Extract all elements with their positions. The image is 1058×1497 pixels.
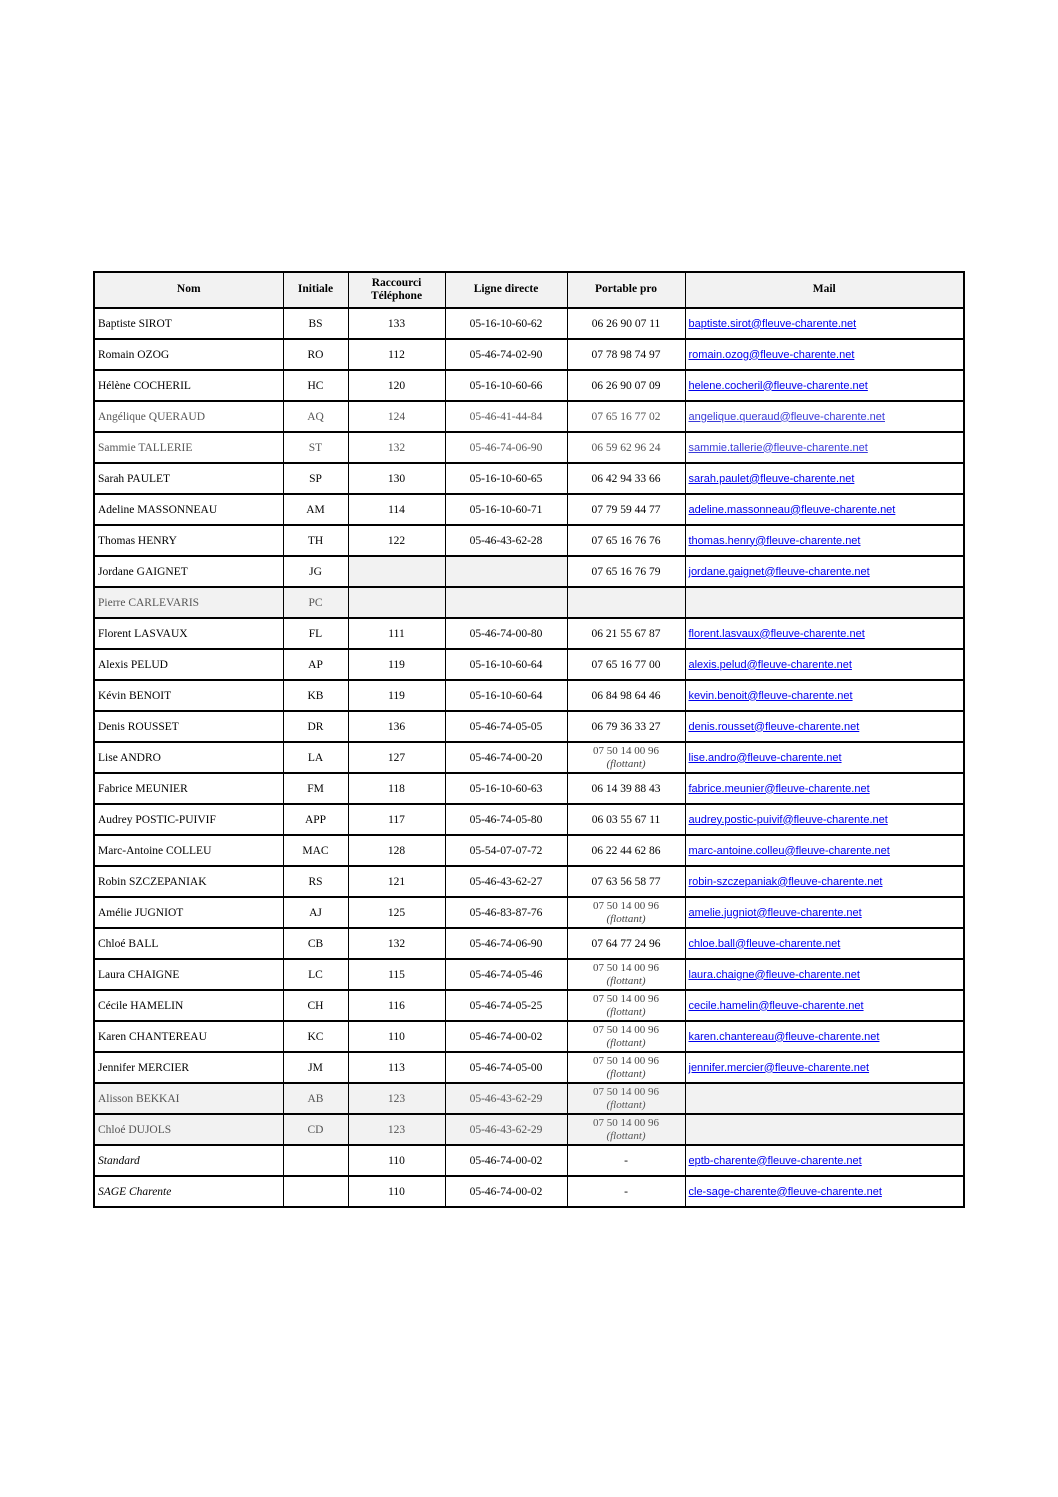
cell-mail [685, 525, 964, 556]
cell-raccourci: 127 [348, 742, 445, 773]
email-link[interactable]: amelie.jugniot@fleuve-charente.net [688, 906, 862, 919]
cell-mail [685, 618, 964, 649]
cell-raccourci: 118 [348, 773, 445, 804]
portable-number: 07 50 14 00 96 [593, 1024, 659, 1037]
cell-raccourci: 130 [348, 463, 445, 494]
cell-portable-pro: 06 59 62 96 24 [567, 432, 685, 463]
cell-initiale: SP [283, 463, 348, 494]
cell-mail [685, 339, 964, 370]
cell-ligne-directe: 05-46-74-00-02 [445, 1145, 567, 1176]
cell-nom: Thomas HENRY [94, 525, 283, 556]
cell-ligne-directe: 05-16-10-60-71 [445, 494, 567, 525]
table-row [94, 525, 964, 556]
cell-portable-pro: 06 26 90 07 11 [567, 308, 685, 339]
cell-initiale [283, 1176, 348, 1207]
cell-nom: Chloé DUJOLS [94, 1114, 283, 1145]
email-link[interactable]: laura.chaigne@fleuve-charente.net [688, 968, 860, 981]
table-row [94, 1052, 964, 1083]
cell-ligne-directe: 05-46-74-00-02 [445, 1176, 567, 1207]
cell-initiale: MAC [283, 835, 348, 866]
email-link[interactable]: jordane.gaignet@fleuve-charente.net [688, 565, 870, 578]
portable-flottant-note: (flottant) [606, 1067, 646, 1080]
cell-mail [685, 773, 964, 804]
cell-ligne-directe: 05-46-83-87-76 [445, 897, 567, 928]
portable-number: 07 50 14 00 96 [593, 1055, 659, 1068]
cell-initiale: AP [283, 649, 348, 680]
cell-portable-pro [567, 897, 685, 928]
table-row [94, 556, 964, 587]
cell-nom: Cécile HAMELIN [94, 990, 283, 1021]
table-row [94, 835, 964, 866]
cell-raccourci: 113 [348, 1052, 445, 1083]
portable-number: 07 50 14 00 96 [593, 1086, 659, 1099]
cell-portable-pro [567, 587, 685, 618]
cell-initiale [283, 1145, 348, 1176]
cell-nom: Chloé BALL [94, 928, 283, 959]
cell-initiale: DR [283, 711, 348, 742]
cell-ligne-directe: 05-46-74-05-25 [445, 990, 567, 1021]
table-row [94, 1176, 964, 1207]
table-row [94, 959, 964, 990]
cell-initiale: FL [283, 618, 348, 649]
cell-mail [685, 804, 964, 835]
email-link[interactable]: cecile.hamelin@fleuve-charente.net [688, 999, 864, 1012]
cell-mail [685, 680, 964, 711]
cell-initiale: KC [283, 1021, 348, 1052]
cell-mail [685, 1021, 964, 1052]
email-link[interactable]: lise.andro@fleuve-charente.net [688, 751, 842, 764]
cell-mail [685, 463, 964, 494]
email-link[interactable]: adeline.massonneau@fleuve-charente.net [688, 503, 896, 516]
cell-mail [685, 1176, 964, 1207]
cell-ligne-directe: 05-46-74-06-90 [445, 928, 567, 959]
cell-portable-pro: 07 65 16 76 76 [567, 525, 685, 556]
table-row [94, 587, 964, 618]
cell-nom: Standard [94, 1145, 283, 1176]
cell-initiale: AJ [283, 897, 348, 928]
cell-portable-pro [567, 1083, 685, 1114]
table-row [94, 897, 964, 928]
email-link[interactable]: audrey.postic-puivif@fleuve-charente.net [688, 813, 888, 826]
cell-mail [685, 1145, 964, 1176]
cell-portable-pro: 07 79 59 44 77 [567, 494, 685, 525]
table-header [94, 272, 964, 308]
table-row [94, 990, 964, 1021]
cell-raccourci: 110 [348, 1145, 445, 1176]
cell-ligne-directe: 05-16-10-60-63 [445, 773, 567, 804]
cell-raccourci: 110 [348, 1021, 445, 1052]
cell-raccourci: 122 [348, 525, 445, 556]
email-link[interactable]: florent.lasvaux@fleuve-charente.net [688, 627, 865, 640]
cell-mail [685, 711, 964, 742]
cell-nom: Romain OZOG [94, 339, 283, 370]
cell-initiale: AB [283, 1083, 348, 1114]
cell-ligne-directe: 05-16-10-60-65 [445, 463, 567, 494]
cell-ligne-directe [445, 587, 567, 618]
cell-raccourci: 123 [348, 1083, 445, 1114]
cell-raccourci: 116 [348, 990, 445, 1021]
cell-raccourci: 112 [348, 339, 445, 370]
cell-nom: Karen CHANTEREAU [94, 1021, 283, 1052]
cell-raccourci: 121 [348, 866, 445, 897]
cell-nom: Pierre CARLEVARIS [94, 587, 283, 618]
table-row [94, 463, 964, 494]
cell-raccourci: 136 [348, 711, 445, 742]
cell-nom: Alexis PELUD [94, 649, 283, 680]
cell-initiale: APP [283, 804, 348, 835]
table-row [94, 432, 964, 463]
cell-portable-pro [567, 742, 685, 773]
portable-flottant-note: (flottant) [606, 1036, 646, 1049]
cell-initiale: RO [283, 339, 348, 370]
cell-mail [685, 928, 964, 959]
cell-mail [685, 1083, 964, 1114]
cell-portable-pro: 07 64 77 24 96 [567, 928, 685, 959]
cell-portable-pro: 07 65 16 77 00 [567, 649, 685, 680]
table-row [94, 773, 964, 804]
cell-initiale: PC [283, 587, 348, 618]
email-link[interactable]: alexis.pelud@fleuve-charente.net [688, 658, 852, 671]
portable-number: 07 50 14 00 96 [593, 745, 659, 758]
cell-nom: Jennifer MERCIER [94, 1052, 283, 1083]
table-row [94, 1083, 964, 1114]
cell-portable-pro: 06 42 94 33 66 [567, 463, 685, 494]
cell-portable-pro: 06 84 98 64 46 [567, 680, 685, 711]
cell-portable-pro [567, 1021, 685, 1052]
cell-nom: Alisson BEKKAI [94, 1083, 283, 1114]
cell-mail [685, 587, 964, 618]
portable-flottant-note: (flottant) [606, 974, 646, 987]
table-row [94, 866, 964, 897]
table-row [94, 370, 964, 401]
cell-initiale: LA [283, 742, 348, 773]
table-row [94, 742, 964, 773]
table-row [94, 339, 964, 370]
table-row [94, 711, 964, 742]
email-link[interactable]: sarah.paulet@fleuve-charente.net [688, 472, 855, 485]
contact-directory-table [93, 271, 965, 1208]
cell-initiale: AM [283, 494, 348, 525]
table-row [94, 680, 964, 711]
table-row [94, 494, 964, 525]
cell-portable-pro: 06 21 55 67 87 [567, 618, 685, 649]
cell-nom: Lise ANDRO [94, 742, 283, 773]
cell-raccourci: 132 [348, 432, 445, 463]
cell-portable-pro: 07 65 16 77 02 [567, 401, 685, 432]
header-mail: Mail [685, 272, 964, 308]
portable-flottant-note: (flottant) [606, 757, 646, 770]
cell-mail [685, 308, 964, 339]
cell-ligne-directe: 05-16-10-60-62 [445, 308, 567, 339]
cell-raccourci: 114 [348, 494, 445, 525]
cell-nom: Hélène COCHERIL [94, 370, 283, 401]
header-initiale: Initiale [283, 272, 348, 308]
cell-ligne-directe: 05-46-43-62-29 [445, 1114, 567, 1145]
table-row [94, 308, 964, 339]
email-link[interactable]: cle-sage-charente@fleuve-charente.net [688, 1185, 882, 1198]
cell-nom: Angélique QUERAUD [94, 401, 283, 432]
cell-ligne-directe: 05-46-43-62-28 [445, 525, 567, 556]
table-row [94, 928, 964, 959]
table-row [94, 804, 964, 835]
cell-nom: Jordane GAIGNET [94, 556, 283, 587]
table-row [94, 1021, 964, 1052]
cell-ligne-directe: 05-46-74-00-80 [445, 618, 567, 649]
cell-raccourci: 117 [348, 804, 445, 835]
table-body [94, 308, 964, 1207]
cell-initiale: CB [283, 928, 348, 959]
email-link[interactable]: fabrice.meunier@fleuve-charente.net [688, 782, 870, 795]
cell-portable-pro: 06 03 55 67 11 [567, 804, 685, 835]
cell-raccourci: 132 [348, 928, 445, 959]
table-row [94, 649, 964, 680]
cell-nom: Baptiste SIROT [94, 308, 283, 339]
email-link[interactable]: baptiste.sirot@fleuve-charente.net [688, 317, 857, 330]
cell-initiale: AQ [283, 401, 348, 432]
cell-mail [685, 370, 964, 401]
cell-mail [685, 835, 964, 866]
cell-nom: Laura CHAIGNE [94, 959, 283, 990]
cell-initiale: LC [283, 959, 348, 990]
email-link[interactable]: chloe.ball@fleuve-charente.net [688, 937, 841, 950]
cell-raccourci: 124 [348, 401, 445, 432]
email-link[interactable]: kevin.benoit@fleuve-charente.net [688, 689, 853, 702]
cell-portable-pro [567, 990, 685, 1021]
email-link[interactable]: karen.chantereau@fleuve-charente.net [688, 1030, 880, 1043]
header-raccourci-line2: Téléphone [370, 290, 423, 302]
header-portable-pro: Portable pro [567, 272, 685, 308]
cell-initiale: HC [283, 370, 348, 401]
cell-nom: Adeline MASSONNEAU [94, 494, 283, 525]
cell-mail [685, 401, 964, 432]
table-row [94, 401, 964, 432]
cell-ligne-directe: 05-46-43-62-29 [445, 1083, 567, 1114]
cell-portable-pro [567, 1052, 685, 1083]
cell-portable-pro: 06 26 90 07 09 [567, 370, 685, 401]
portable-flottant-note: (flottant) [606, 912, 646, 925]
cell-ligne-directe [445, 556, 567, 587]
email-link[interactable]: jennifer.mercier@fleuve-charente.net [688, 1061, 870, 1074]
cell-ligne-directe: 05-46-74-05-00 [445, 1052, 567, 1083]
cell-raccourci: 133 [348, 308, 445, 339]
header-nom: Nom [94, 272, 283, 308]
cell-raccourci [348, 556, 445, 587]
cell-portable-pro: 06 79 36 33 27 [567, 711, 685, 742]
cell-raccourci [348, 587, 445, 618]
cell-ligne-directe: 05-54-07-07-72 [445, 835, 567, 866]
cell-initiale: RS [283, 866, 348, 897]
email-link[interactable]: robin-szczepaniak@fleuve-charente.net [688, 875, 883, 888]
cell-ligne-directe: 05-46-74-06-90 [445, 432, 567, 463]
cell-nom: Fabrice MEUNIER [94, 773, 283, 804]
cell-initiale: JG [283, 556, 348, 587]
portable-flottant-note: (flottant) [606, 1005, 646, 1018]
cell-ligne-directe: 05-46-74-05-80 [445, 804, 567, 835]
portable-flottant-note: (flottant) [606, 1098, 646, 1111]
cell-raccourci: 125 [348, 897, 445, 928]
header-raccourci [348, 272, 445, 308]
cell-ligne-directe: 05-16-10-60-64 [445, 649, 567, 680]
email-link[interactable]: marc-antoine.colleu@fleuve-charente.net [688, 844, 890, 857]
cell-mail [685, 990, 964, 1021]
email-link[interactable]: angelique.queraud@fleuve-charente.net [688, 410, 885, 423]
cell-portable-pro: 07 78 98 74 97 [567, 339, 685, 370]
cell-nom: Sammie TALLERIE [94, 432, 283, 463]
cell-ligne-directe: 05-46-74-02-90 [445, 339, 567, 370]
cell-raccourci: 119 [348, 649, 445, 680]
cell-mail [685, 1052, 964, 1083]
cell-ligne-directe: 05-46-74-05-05 [445, 711, 567, 742]
email-link[interactable]: sammie.tallerie@fleuve-charente.net [688, 441, 868, 454]
email-link[interactable]: romain.ozog@fleuve-charente.net [688, 348, 855, 361]
cell-mail [685, 866, 964, 897]
cell-initiale: CH [283, 990, 348, 1021]
portable-number: 07 50 14 00 96 [593, 962, 659, 975]
cell-portable-pro: 06 14 39 88 43 [567, 773, 685, 804]
portable-number: 07 50 14 00 96 [593, 900, 659, 913]
cell-ligne-directe: 05-46-43-62-27 [445, 866, 567, 897]
table-row [94, 1145, 964, 1176]
email-link[interactable]: helene.cocheril@fleuve-charente.net [688, 379, 868, 392]
cell-mail [685, 494, 964, 525]
cell-nom: Robin SZCZEPANIAK [94, 866, 283, 897]
cell-portable-pro: - [567, 1145, 685, 1176]
cell-ligne-directe: 05-16-10-60-64 [445, 680, 567, 711]
cell-nom: Florent LASVAUX [94, 618, 283, 649]
cell-nom: Amélie JUGNIOT [94, 897, 283, 928]
header-raccourci-line1: Raccourci [371, 276, 422, 289]
cell-raccourci: 120 [348, 370, 445, 401]
cell-portable-pro [567, 1114, 685, 1145]
cell-initiale: JM [283, 1052, 348, 1083]
cell-nom: Marc-Antoine COLLEU [94, 835, 283, 866]
cell-raccourci: 119 [348, 680, 445, 711]
cell-nom: Kévin BENOIT [94, 680, 283, 711]
cell-nom: Denis ROUSSET [94, 711, 283, 742]
portable-number: 07 50 14 00 96 [593, 993, 659, 1006]
email-link[interactable]: eptb-charente@fleuve-charente.net [688, 1154, 862, 1167]
cell-ligne-directe: 05-46-74-00-02 [445, 1021, 567, 1052]
cell-nom: Audrey POSTIC-PUIVIF [94, 804, 283, 835]
cell-mail [685, 556, 964, 587]
cell-nom: Sarah PAULET [94, 463, 283, 494]
cell-initiale: CD [283, 1114, 348, 1145]
cell-initiale: BS [283, 308, 348, 339]
cell-portable-pro: 07 65 16 76 79 [567, 556, 685, 587]
cell-initiale: TH [283, 525, 348, 556]
cell-mail [685, 1114, 964, 1145]
cell-portable-pro [567, 959, 685, 990]
cell-raccourci: 123 [348, 1114, 445, 1145]
email-link[interactable]: denis.rousset@fleuve-charente.net [688, 720, 860, 733]
cell-mail [685, 432, 964, 463]
cell-raccourci: 111 [348, 618, 445, 649]
cell-ligne-directe: 05-46-74-00-20 [445, 742, 567, 773]
cell-initiale: KB [283, 680, 348, 711]
cell-mail [685, 897, 964, 928]
header-ligne-directe: Ligne directe [445, 272, 567, 308]
cell-portable-pro: 06 22 44 62 86 [567, 835, 685, 866]
cell-mail [685, 649, 964, 680]
cell-raccourci: 128 [348, 835, 445, 866]
cell-raccourci: 110 [348, 1176, 445, 1207]
cell-mail [685, 742, 964, 773]
cell-initiale: FM [283, 773, 348, 804]
cell-raccourci: 115 [348, 959, 445, 990]
cell-ligne-directe: 05-16-10-60-66 [445, 370, 567, 401]
cell-ligne-directe: 05-46-74-05-46 [445, 959, 567, 990]
cell-portable-pro: 07 63 56 58 77 [567, 866, 685, 897]
email-link[interactable]: thomas.henry@fleuve-charente.net [688, 534, 861, 547]
table-row [94, 618, 964, 649]
cell-nom: SAGE Charente [94, 1176, 283, 1207]
table-row [94, 1114, 964, 1145]
cell-portable-pro: - [567, 1176, 685, 1207]
cell-ligne-directe: 05-46-41-44-84 [445, 401, 567, 432]
cell-initiale: ST [283, 432, 348, 463]
portable-flottant-note: (flottant) [606, 1129, 646, 1142]
portable-number: 07 50 14 00 96 [593, 1117, 659, 1130]
cell-mail [685, 959, 964, 990]
